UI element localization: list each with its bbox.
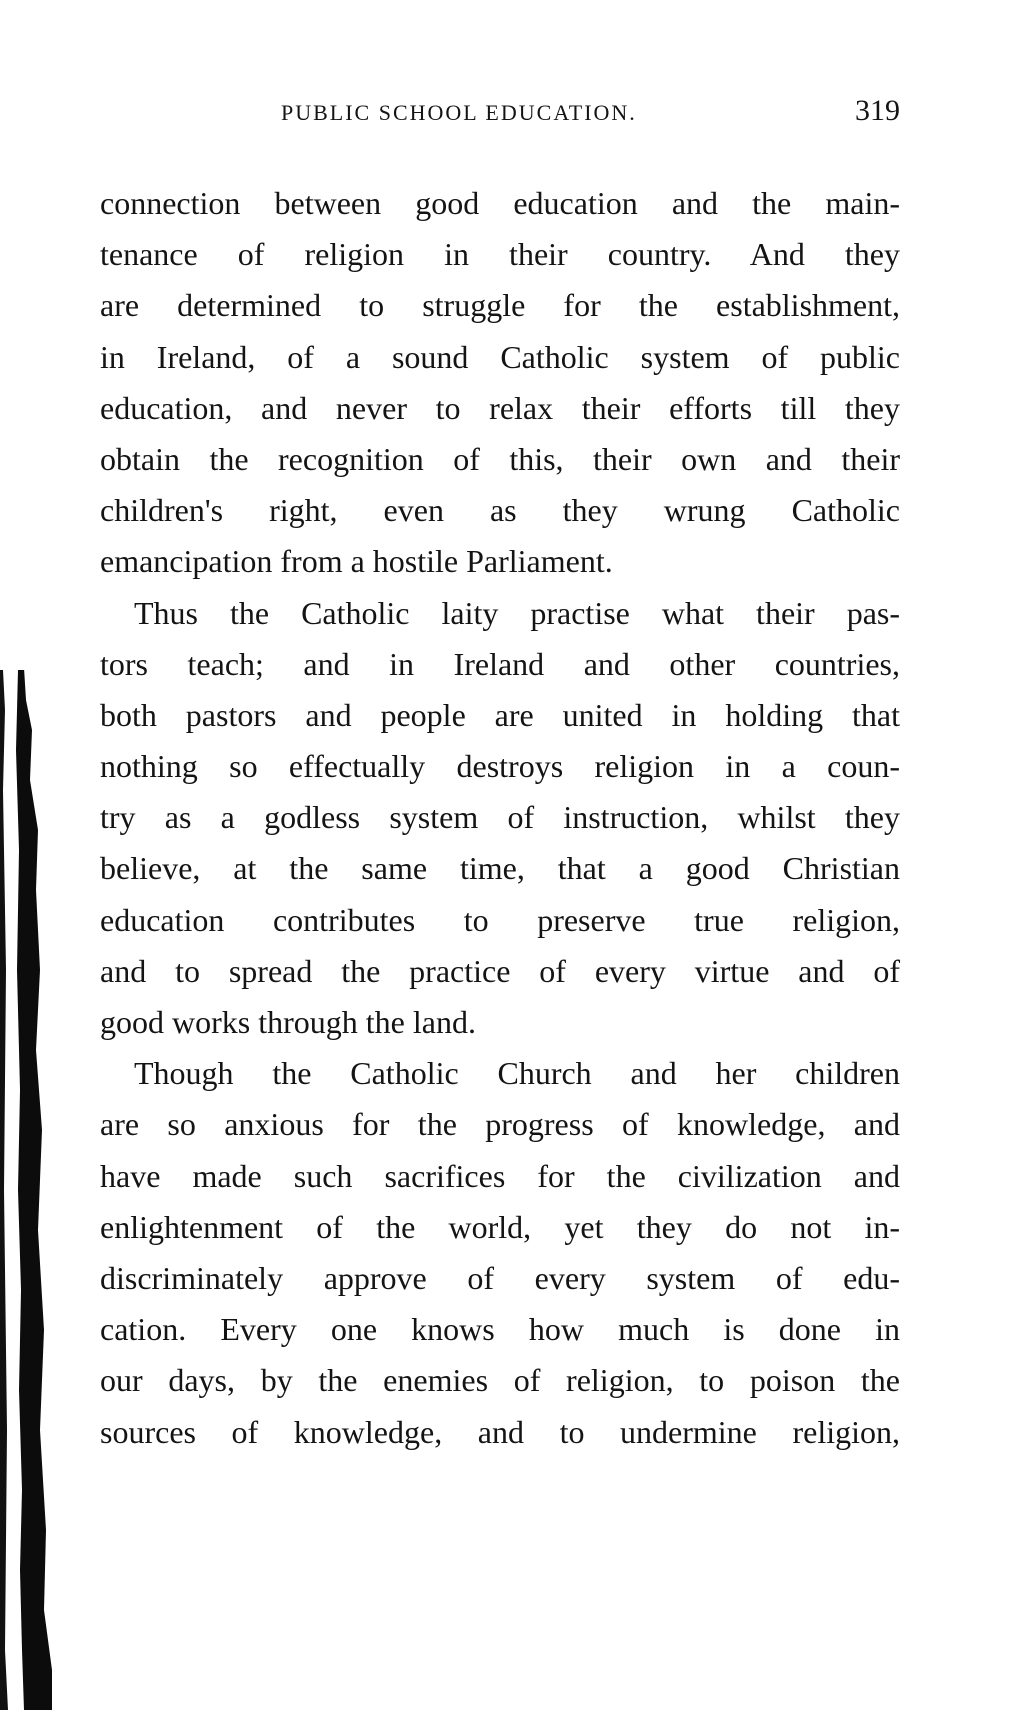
page-number: 319 <box>855 94 900 127</box>
body-text <box>100 178 900 1458</box>
text-line: nothing so effectually destroys religion in a coun- <box>100 748 900 785</box>
text-line: in Ireland, of a sound Catholic system of public <box>100 338 900 375</box>
text-line: are determined to struggle for the establishment, <box>100 287 900 324</box>
running-title: PUBLIC SCHOOL EDUCATION. <box>281 100 637 125</box>
text-line: cation. Every one knows how much is done in <box>100 1311 900 1348</box>
scan-binding-edge <box>0 670 52 1710</box>
text-line: both pastors and people are united in holding that <box>100 696 900 733</box>
text-line: Though the Catholic Church and her children <box>134 1055 900 1092</box>
text-line: are so anxious for the progress of knowledge, and <box>100 1106 900 1143</box>
text-line: education contributes to preserve true religion, <box>100 901 900 938</box>
text-line: have made such sacrifices for the civilization and <box>100 1157 900 1194</box>
text-line: connection between good education and the main- <box>100 185 900 221</box>
text-line: try as a godless system of instruction, whilst they <box>100 799 900 836</box>
text-line: enlightenment of the world, yet they do not in- <box>100 1208 900 1245</box>
text-line: sources of knowledge, and to undermine religion, <box>100 1413 900 1450</box>
text-line: education, and never to relax their efforts till they <box>100 389 900 426</box>
paragraph <box>100 1048 900 1458</box>
text-line: children's right, even as they wrung Catholic <box>100 492 900 529</box>
text-line: tors teach; and in Ireland and other countries, <box>100 645 900 682</box>
text-line: and to spread the practice of every virtue and of <box>100 952 900 989</box>
text-line: our days, by the enemies of religion, to poison the <box>100 1362 900 1399</box>
text-line: believe, at the same time, that a good Christian <box>100 850 900 887</box>
running-header <box>100 94 900 134</box>
paragraph <box>100 588 900 1049</box>
text-line: tenance of religion in their country. And they <box>100 236 900 273</box>
paragraph <box>100 178 900 588</box>
text-line: obtain the recognition of this, their own and their <box>100 440 900 477</box>
text-line: Thus the Catholic laity practise what their pas- <box>134 594 900 631</box>
text-line: good works through the land. <box>100 1004 476 1040</box>
text-line: emancipation from a hostile Parliament. <box>100 543 613 580</box>
text-line: discriminately approve of every system of edu- <box>100 1259 900 1296</box>
